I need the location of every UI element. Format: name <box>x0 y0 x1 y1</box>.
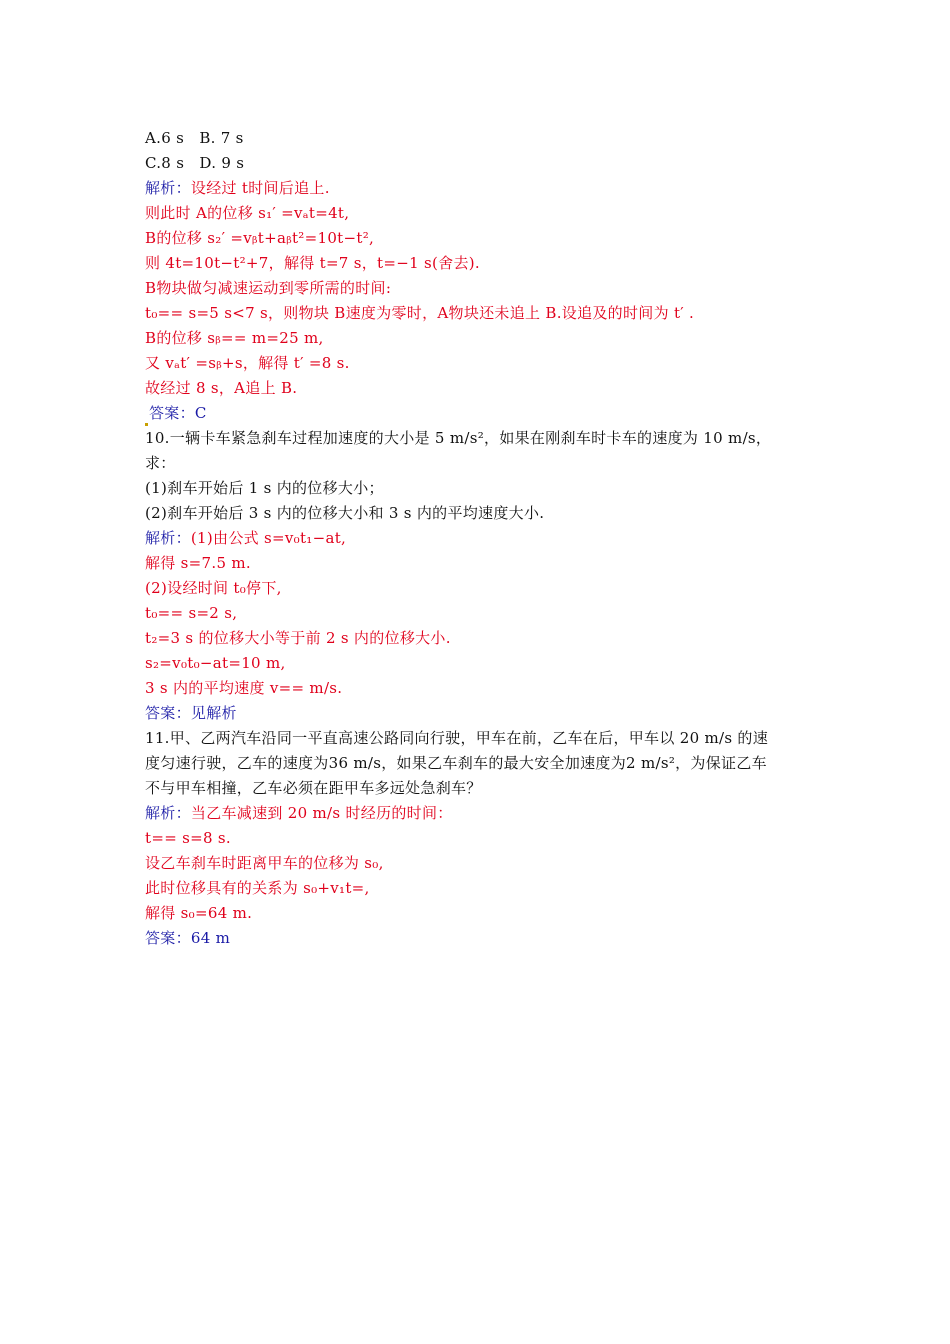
solution-line: t₀== s=5 s<7 s，则物块 B速度为零时，A物块还未追上 B.设追及的时间为 t′ . <box>145 304 695 322</box>
solution-line: B的位移 sᵦ== m=25 m, <box>145 329 324 347</box>
answer-line-q10: 答案：见解析 <box>145 704 237 722</box>
solution-line: B物块做匀减速运动到零所需的时间: <box>145 279 392 297</box>
solution-line: 此时位移具有的关系为 s₀+v₁t=, <box>145 879 370 897</box>
solution-line: t₂=3 s 的位移大小等于前 2 s 内的位移大小. <box>145 629 451 647</box>
question-10-part-1: (1)刹车开始后 1 s 内的位移大小； <box>145 479 384 497</box>
solution-line: 则 4t=10t−t²+7，解得 t=7 s，t=−1 s(舍去). <box>145 254 480 272</box>
solution-text: (1)由公式 s=v₀t₁−at, <box>190 529 347 547</box>
solution-line: (2)设经时间 t₀停下, <box>145 579 282 597</box>
solution-line: 解得 s₀=64 m. <box>145 904 253 922</box>
option-line-ab: A.6 s B. 7 s <box>145 129 244 147</box>
solution-label: 解析： <box>145 179 191 197</box>
solution-line: 则此时 A的位移 s₁′ =vₐt=4t, <box>145 204 350 222</box>
question-10-line-2: 求： <box>145 454 176 472</box>
solution-label: 解析： <box>145 529 191 547</box>
solution-label: 解析： <box>145 804 191 822</box>
solution-line: 又 vₐt′ =sᵦ+s，解得 t′ =8 s. <box>145 354 350 372</box>
document-body <box>145 126 815 951</box>
question-11-line-2: 度匀速行驶，乙车的速度为36 m/s，如果乙车刹车的最大安全加速度为2 m/s²，为保证乙车 <box>145 754 767 772</box>
answer-line-q11: 答案：64 m <box>145 929 231 947</box>
solution-line: 3 s 内的平均速度 v== m/s. <box>145 679 343 697</box>
solution-line <box>145 801 815 826</box>
solution-line: t== s=8 s. <box>145 829 231 847</box>
solution-line: 故经过 8 s，A追上 B. <box>145 379 298 397</box>
solution-line <box>145 176 815 201</box>
question-10-line-1: 10.一辆卡车紧急刹车过程加速度的大小是 5 m/s²，如果在刚刹车时卡车的速度为 10 m/s， <box>145 429 772 447</box>
question-11-line-1: 11.甲、乙两汽车沿同一平直高速公路同向行驶，甲车在前，乙车在后，甲车以 20 m/s 的速 <box>145 729 769 747</box>
solution-line: 设乙车刹车时距离甲车的位移为 s₀, <box>145 854 384 872</box>
question-11-line-3: 不与甲车相撞，乙车必须在距甲车多远处急刹车？ <box>145 779 482 797</box>
question-10-part-2: (2)刹车开始后 3 s 内的位移大小和 3 s 内的平均速度大小. <box>145 504 545 522</box>
solution-text: 当乙车减速到 20 m/s 时经历的时间： <box>190 804 453 822</box>
answer-line-q9 <box>145 401 815 426</box>
solution-line: t₀== s=2 s, <box>145 604 238 622</box>
solution-text: 设经过 t时间后追上. <box>190 179 330 197</box>
solution-line: 解得 s=7.5 m. <box>145 554 251 572</box>
solution-line: s₂=v₀t₀−at=10 m, <box>145 654 286 672</box>
answer-text: 答案：C <box>149 404 207 422</box>
solution-line: B的位移 s₂′ =vᵦt+aᵦt²=10t−t², <box>145 229 375 247</box>
option-line-cd: C.8 s D. 9 s <box>145 154 245 172</box>
solution-line <box>145 526 815 551</box>
